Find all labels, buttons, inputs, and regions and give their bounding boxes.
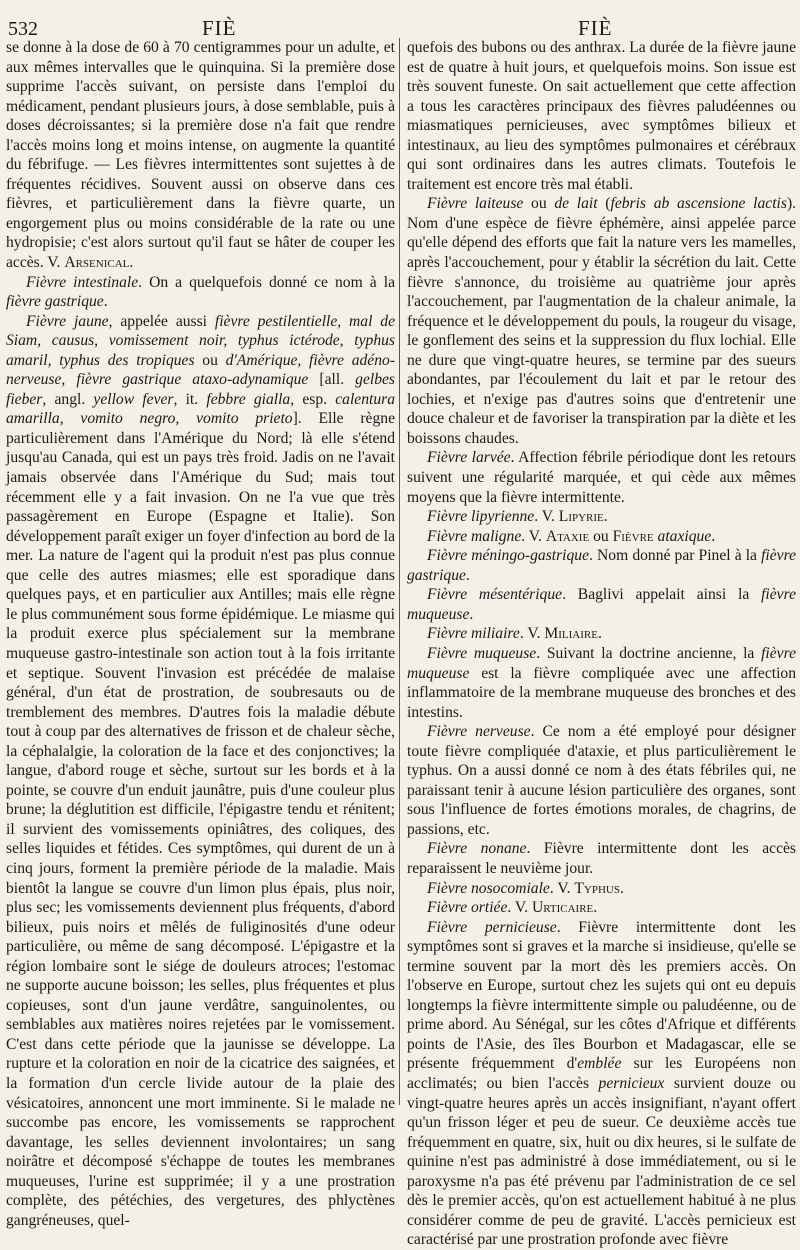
- entry-term: Fièvre intestinale: [26, 273, 139, 291]
- entry-term: Fièvre maligne: [427, 527, 522, 545]
- cross-reference: Fièvre: [612, 527, 654, 545]
- entry-fievre-maligne: Fièvre maligne. V. Ataxie ou Fièvre ataxique.: [427, 527, 716, 545]
- entry-term: Fièvre méningo-gastrique: [427, 547, 590, 565]
- latin-term: febris ab ascensione lactis: [610, 195, 787, 213]
- cross-reference: fièvre gastrique: [407, 547, 796, 584]
- entry-fievre-pernicieuse: Fièvre pernicieuse. Fièvre intermittente dont les symptômes sont si graves et la marche si insidieuse, qu'elle se termine souvent par la mort dès les premiers accès. On l'observe en Europe, surtout chez les sujets qui ont eu depuis longtemps la fièvre intermittente simple ou paludéenne, ou de prime abord. Au Sénégal, sur les côtes d'Afrique et différents points de l'Asie, des îles Bourbon et Madagascar, elle se présente fréquemment d'emblée sur les Européens non acclimatés; ou bien l'accès pernicieux survient douze ou vingt-quatre heures après un accès insignifiant, n'ayant offert qu'un frisson léger et peu de sueur. Ce deuxième accès tue fréquemment en quatre, six, huit ou dix heures, si le sulfate de quinine n'est pas administré à dose immédiatement, ou si le paroxysme n'a pas été prévenu par l'administration de ce sel dès le premier accès, qu'on est actuellement habitué à ne plus considérer comme de peu de gravité. L'accès pernicieux est caractérisé par une prostration profonde avec fièvre: [407, 918, 796, 1249]
- page-header: [6, 14, 794, 38]
- entry-fievre-mesenterique: Fièvre mésentérique. Baglivi appelait ainsi la fièvre muqueuse.: [407, 586, 796, 623]
- right-column: [407, 38, 797, 1249]
- entry-fievre-laiteuse: Fièvre laiteuse ou de lait (febris ab ascensione lactis). Nom d'une espèce de fièvre éphémère, ainsi appelée parce qu'elle dépend des efforts que fait la nature vers les mamelles, après l'accouchement, pour y établir la sécrétion du lait. Cette fièvre s'annonce, du troisième au quatrième jour après l'accouchement, par l'augmentation de la chaleur animale, la fréquence et le développement du pouls, la rougeur du visage, le gonflement des seins et la suppression du flux lochial. Elle ne dure que vingt-quatre heures, se termine par des sueurs abondantes, par l'écoulement du lait et par le retour des lochies, et n'exige pas d'autres soins que d'entretenir une douce chaleur et de favoriser la transpiration par la diète et les boissons chaudes.: [407, 195, 797, 447]
- cross-reference: fièvre muqueuse: [407, 586, 796, 623]
- entry-fievre-muqueuse: Fièvre muqueuse. Suivant la doctrine ancienne, la fièvre muqueuse est la fièvre compliquée avec une affection inflammatoire de la membrane muqueuse des bronches et des intestins.: [407, 644, 797, 721]
- entry-term: Fièvre laiteuse: [427, 195, 524, 213]
- entry-term: Fièvre nosocomiale: [427, 879, 550, 897]
- cross-reference: Ataxie: [545, 527, 590, 545]
- entry-fievre-larvee: Fièvre larvée. Affection fébrile périodique dont les retours suivent une régularité marquée, et qui cède aux mêmes moyens que la fièvre intermittente.: [407, 449, 796, 506]
- entry-fievre-jaune: Fièvre jaune, appelée aussi fièvre pestilentielle, mal de Siam, causus, vomissement noir, typhus ictérode, typhus amaril, typhus des tropiques ou d'Amérique, fièvre adéno-nerveuse, fièvre gastrique ataxo-adynamique [all. gelbes fieber, angl. yellow fever, it. febbre gialla, esp. calentura amarilla, vomito negro, vomito prieto]. Elle règne particulièrement dans l'Amérique du Nord; là elle s'étend jusqu'au Canada, qui est un pays très froid. Jadis on ne l'avait jamais observée dans l'Amérique du Sud; mais tout récemment elle y a fait invasion. On ne l'a vue que très passagèrement en Europe (Espagne et Italie). Son développement paraît exiger un foyer d'infection au bord de la mer. La nature de l'agent qui la produit n'est pas plus connue que celle des autres miasmes; elle est sporadique dans quelques pays, et en particulier aux Antilles; mais elle règne le plus communément sous forme épidémique. Le miasme qui la produit exerce plus spécialement sur la membrane muqueuse gastro-intestinale son action tout à la fois irritante et septique. Souvent l'invasion est précédée de malaise général, d'un état de prostration, de soubresauts ou de tremblement des membres. D'autres fois la maladie débute tout à coup par des alternatives de frisson et de chaleur sèche, la céphalalgie, la coloration de la face et des conjonctives; la langue, d'abord rouge et sèche, surtout sur les bords et à la pointe, se couvre d'un enduit jaunâtre, puis d'une couleur plus brune; la déglutition est difficile, l'épigastre tendu et rénitent; il survient des vomissements opiniâtres, des coliques, des selles liquides et fétides. Ces symptômes, qui durent de un à cinq jours, forment la première période de la maladie. Mais bientôt la langue se couvre d'un limon plus épais, plus noir, plus sec; les vomissements deviennent plus fréquents, d'abord bilieux, puis noirs et mêlés de fuliginosités d'une odeur particulière, ou même de sang décomposé. L'épigastre et la région lombaire sont le siége de douleurs atroces; l'estomac ne supporte aucune boisson; les selles, plus fréquentes et plus copieuses, sont d'un jaune verdâtre, sanguinolentes, ou semblables aux matières noires rejetées par le vomissement. C'est dans cette période que la jaunisse se développe. La rupture et la coloration en noir de la cicatrice des saignées, et la formation d'un cercle livide autour de la plaie des vésicatoires, annoncent une mort imminente. Si le malade ne succombe pas encore, les vomissements se rapprochent davantage, les selles deviennent involontaires; un sang noirâtre et décomposé s'échappe de toutes les membranes muqueuses, l'urine est supprimée; il y a une prostration complète, des pétéchies, des vergetures, des phlyctènes gangréneuses, quel-: [6, 312, 396, 1229]
- right-running-head: FIÈ: [578, 16, 613, 40]
- cross-reference: fièvre gastrique: [6, 293, 104, 311]
- entry-term: Fièvre nonane: [427, 840, 527, 858]
- entry-fievre-nosocomiale: Fièvre nosocomiale. V. Typhus.: [427, 879, 624, 897]
- synonyms: fièvre pestilentielle, mal de Siam, causus, vomissement noir, typhus ictérode, typhus amaril, typhus des tropiques: [6, 312, 396, 369]
- entry-term: Fièvre nerveuse: [427, 723, 531, 741]
- english-term: yellow fever: [93, 390, 174, 408]
- synonyms: d'Amérique, fièvre adéno-nerveuse, fièvre gastrique ataxo-adynamique: [6, 351, 396, 389]
- entry-fievre-lipyrienne: Fièvre lipyrienne. V. Lipyrie.: [427, 508, 608, 526]
- text-columns: [6, 38, 797, 1249]
- cross-reference: Miliaire: [544, 625, 598, 643]
- italian-term: febbre gialla: [206, 390, 291, 408]
- entry-fievre-intestinale: Fièvre intestinale. On a quelquefois donné ce nom à la fièvre gastrique.: [6, 273, 395, 311]
- german-term: gelbes fieber: [6, 371, 395, 408]
- cross-reference: Lipyrie: [558, 508, 604, 526]
- entry-fievre-miliaire: Fièvre miliaire. V. Miliaire.: [427, 625, 602, 643]
- spanish-term: calentura amarilla, vomito negro, vomito prieto: [6, 390, 395, 428]
- entry-term: Fièvre lipyrienne: [427, 508, 535, 526]
- left-column: [6, 38, 396, 1229]
- entry-fievre-nerveuse: Fièvre nerveuse. Ce nom a été employé pour désigner toute fièvre compliquée d'ataxie, et plus particulièrement le typhus. On a aussi donné ce nom à des états fébriles qui, ne paraissant tenir à aucune lésion particulière des organes, sont sous l'influence de fortes émotions morales, de chagrins, de passions, etc.: [407, 723, 796, 838]
- entry-term: Fièvre larvée: [427, 449, 511, 467]
- cross-reference: Arsenical: [64, 254, 130, 272]
- entry-term: Fièvre mésentérique: [427, 586, 563, 604]
- entry-fievre-meningo-gastrique: Fièvre méningo-gastrique. Nom donné par Pinel à la fièvre gastrique.: [407, 547, 796, 584]
- entry-fievre-nonane: Fièvre nonane. Fièvre intermittente dont les accès reparaissent le neuvième jour.: [407, 840, 796, 877]
- entry-term: Fièvre pernicieuse: [427, 918, 557, 936]
- entry-term: Fièvre jaune: [26, 312, 109, 330]
- entry-term: Fièvre ortiée: [427, 899, 508, 917]
- entry-fievre-ortiee: Fièvre ortiée. V. Urticaire.: [427, 899, 598, 917]
- entry-term: Fièvre miliaire: [427, 625, 520, 643]
- cross-reference: Urticaire: [531, 899, 594, 917]
- cross-reference: Typhus: [574, 879, 620, 897]
- entry-fievre-jaune-continued: quefois des bubons ou des anthrax. La durée de la fièvre jaune est de quatre à huit jours, et quelquefois moins. Son issue est très souvent funeste. On sait actuellement que cette affection a tous les caractères principaux des fièvres paludéennes ou miasmatiques pernicieuses, avec symptômes bilieux et intestinaux, au lieu des symptômes pulmonaires et cérébraux qui sont ordinaires dans les autres climats. Toutefois le traitement est encore très mal établi.: [407, 39, 796, 193]
- entry-term: Fièvre muqueuse: [427, 644, 537, 662]
- entry-fievre-intermittente-continued: se donne à la dose de 60 à 70 centigrammes pour un adulte, et aux mêmes intervalles que le quinquina. Si la première dose supprime l'accès suivant, on persiste dans l'emploi du médicament, pendant plusieurs jours, à dose semblable, puis à doses décroissantes; si la première dose n'a fait que rendre l'accès moins long et moins intense, on augmente la quantité du fébrifuge. — Les fièvres intermittentes sont sujettes à de fréquentes récidives. Souvent aussi on observe dans ces fièvres, et particulièrement dans la fièvre quarte, un engorgement plus ou moins considérable de la rate ou une hydropisie; c'est alors surtout qu'il faut se hâter de couper les accès. V. Arsenical.: [6, 39, 395, 272]
- page-number: 532: [8, 18, 38, 40]
- left-running-head: FIÈ: [202, 16, 237, 40]
